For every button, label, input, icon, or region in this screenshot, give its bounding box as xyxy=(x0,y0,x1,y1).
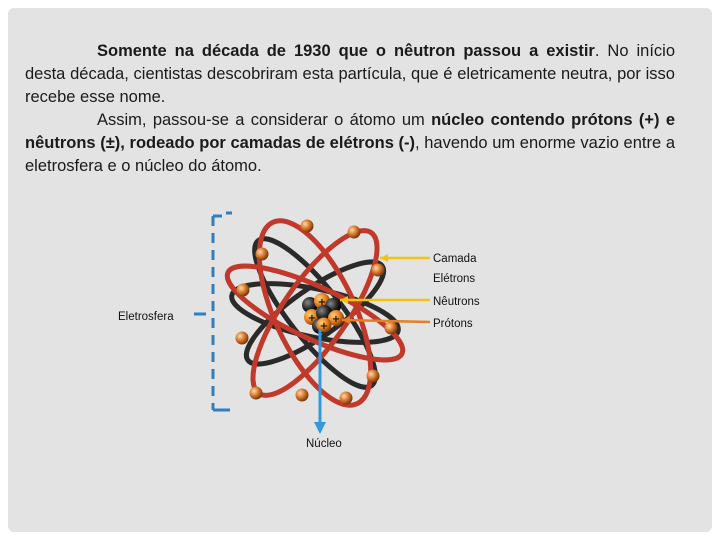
label-camada: Camada xyxy=(433,253,477,265)
electron xyxy=(348,226,361,239)
label-protons: Prótons xyxy=(433,318,473,330)
svg-text:+: + xyxy=(307,313,317,324)
paragraph-2-rest: , havendo um enorme vazio entre a eletrosfera e o núcleo do átomo. xyxy=(25,134,675,175)
electron xyxy=(250,387,263,400)
svg-text:+: + xyxy=(319,321,329,332)
label-neutrons: Nêutrons xyxy=(433,296,480,308)
eletrosfera-bracket xyxy=(194,213,232,410)
paragraph-1-bold: Somente na década de 1930 que o nêutron passou a existir xyxy=(97,42,595,60)
electron xyxy=(236,332,249,345)
electron xyxy=(301,220,314,233)
electron xyxy=(296,389,309,402)
electron xyxy=(372,264,385,277)
label-eletrosfera: Eletrosfera xyxy=(118,311,174,323)
label-eletrons: Elétrons xyxy=(433,273,476,285)
paragraph-2-start: Assim, passou-se a considerar o átomo um xyxy=(97,111,432,129)
svg-text:+: + xyxy=(331,314,341,325)
paragraph-1-rest: . No início desta década, cientistas descobriram esta partícula, que é eletricamente neutra, por isso recebe esse nome. xyxy=(25,42,675,106)
electron xyxy=(340,392,353,405)
label-nucleo: Núcleo xyxy=(306,438,342,450)
electron xyxy=(367,370,380,383)
paragraph-2-bold: núcleo contendo prótons (+) e nêutrons (±), rodeado por camadas de elétrons (-) xyxy=(25,111,676,152)
electron xyxy=(256,248,269,261)
electron xyxy=(385,322,398,335)
electron xyxy=(237,284,250,297)
svg-text:+: + xyxy=(317,297,327,308)
